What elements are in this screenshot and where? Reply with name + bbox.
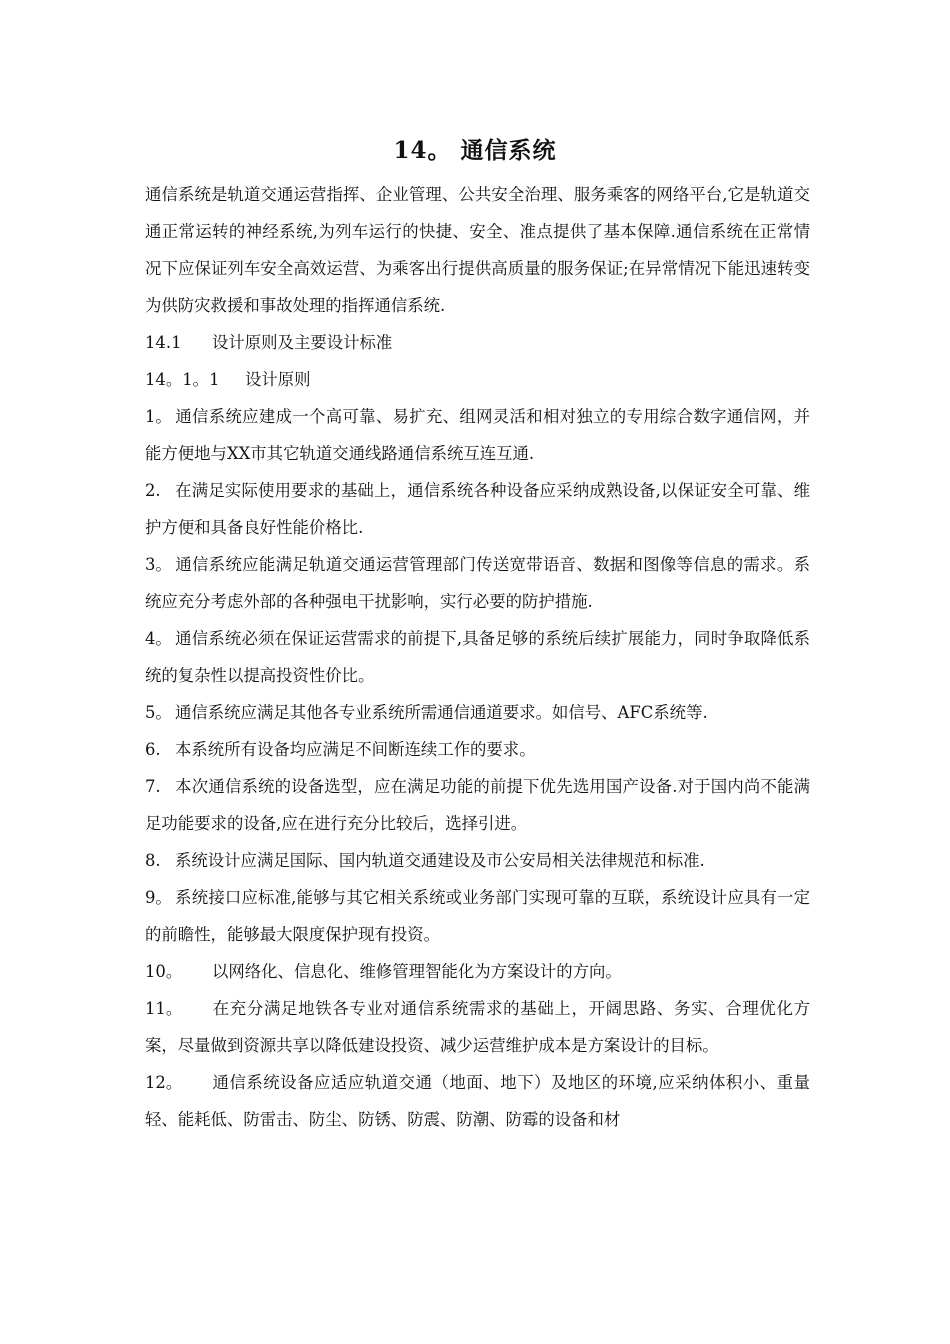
item-number: 12。 xyxy=(145,1073,183,1092)
item-text: 以网络化、信息化、维修管理智能化为方案设计的方向。 xyxy=(212,962,622,981)
item-number: 7. xyxy=(145,777,161,796)
list-item xyxy=(145,990,810,1064)
item-number: 11。 xyxy=(145,999,183,1018)
list-item xyxy=(145,472,810,546)
page-title: 14。 通信系统 xyxy=(393,137,557,164)
item-text: 通信系统设备应适应轨道交通（地面、地下）及地区的环境,应采纳体积小、重量轻、能耗低、防雷击、防尘、防锈、防震、防潮、防霉的设备和材 xyxy=(145,1073,810,1129)
list-item xyxy=(145,546,810,620)
list-item xyxy=(145,1064,810,1138)
item-text: 通信系统应满足其他各专业系统所需通信通道要求。如信号、AFC系统等. xyxy=(175,703,708,722)
item-text: 通信系统应能满足轨道交通运营管理部门传送宽带语音、数据和图像等信息的需求。系统应充分考虑外部的各种强电干扰影响，实行必要的防护措施. xyxy=(145,555,810,611)
item-text: 本次通信系统的设备选型，应在满足功能的前提下优先选用国产设备.对于国内尚不能满足功能要求的设备,应在进行充分比较后，选择引进。 xyxy=(145,777,810,833)
section-number: 14。1。1 xyxy=(145,370,220,389)
list-item xyxy=(145,879,810,953)
section-title: 设计原则 xyxy=(245,370,311,389)
item-number: 1。 xyxy=(145,407,172,426)
item-text: 通信系统必须在保证运营需求的前提下,具备足够的系统后续扩展能力，同时争取降低系统的复杂性以提高投资性价比。 xyxy=(145,629,810,685)
intro-paragraph: 通信系统是轨道交通运营指挥、企业管理、公共安全治理、服务乘客的网络平台,它是轨道交通正常运转的神经系统,为列车运行的快捷、安全、准点提供了基本保障.通信系统在正常情况下应保证列车安全高效运营、为乘客出行提供高质量的服务保证;在异常情况下能迅速转变为供防灾救援和事故处理的指挥通信系统. xyxy=(145,185,810,315)
section-heading-14-1 xyxy=(145,324,810,361)
list-item xyxy=(145,768,810,842)
document-body xyxy=(145,176,810,1138)
item-number: 4。 xyxy=(145,629,172,648)
item-text: 系统接口应标准,能够与其它相关系统或业务部门实现可靠的互联，系统设计应具有一定的前瞻性，能够最大限度保护现有投资。 xyxy=(145,888,810,944)
item-number: 8. xyxy=(145,851,161,870)
item-text: 通信系统应建成一个高可靠、易扩充、组网灵活和相对独立的专用综合数字通信网，并能方便地与XX市其它轨道交通线路通信系统互连互通. xyxy=(145,407,810,463)
item-text: 在充分满足地铁各专业对通信系统需求的基础上，开阔思路、务实、合理优化方案，尽量做到资源共享以降低建设投资、减少运营维护成本是方案设计的目标。 xyxy=(145,999,810,1055)
item-text: 在满足实际使用要求的基础上，通信系统各种设备应采纳成熟设备,以保证安全可靠、维护方便和具备良好性能价格比. xyxy=(145,481,810,537)
item-number: 6. xyxy=(145,740,161,759)
item-text: 系统设计应满足国际、国内轨道交通建设及市公安局相关法律规范和标准. xyxy=(175,851,705,870)
section-heading-14-1-1 xyxy=(145,361,810,398)
item-number: 3。 xyxy=(145,555,172,574)
list-item xyxy=(145,842,810,879)
item-number: 9。 xyxy=(145,888,172,907)
section-title: 设计原则及主要设计标准 xyxy=(212,333,393,352)
list-item xyxy=(145,694,810,731)
list-item xyxy=(145,398,810,472)
item-number: 5。 xyxy=(145,703,172,722)
item-number: 2. xyxy=(145,481,161,500)
section-number: 14.1 xyxy=(145,333,182,352)
list-item xyxy=(145,731,810,768)
item-text: 本系统所有设备均应满足不间断连续工作的要求。 xyxy=(175,740,536,759)
item-number: 10。 xyxy=(145,962,183,981)
list-item xyxy=(145,953,810,990)
list-item xyxy=(145,620,810,694)
